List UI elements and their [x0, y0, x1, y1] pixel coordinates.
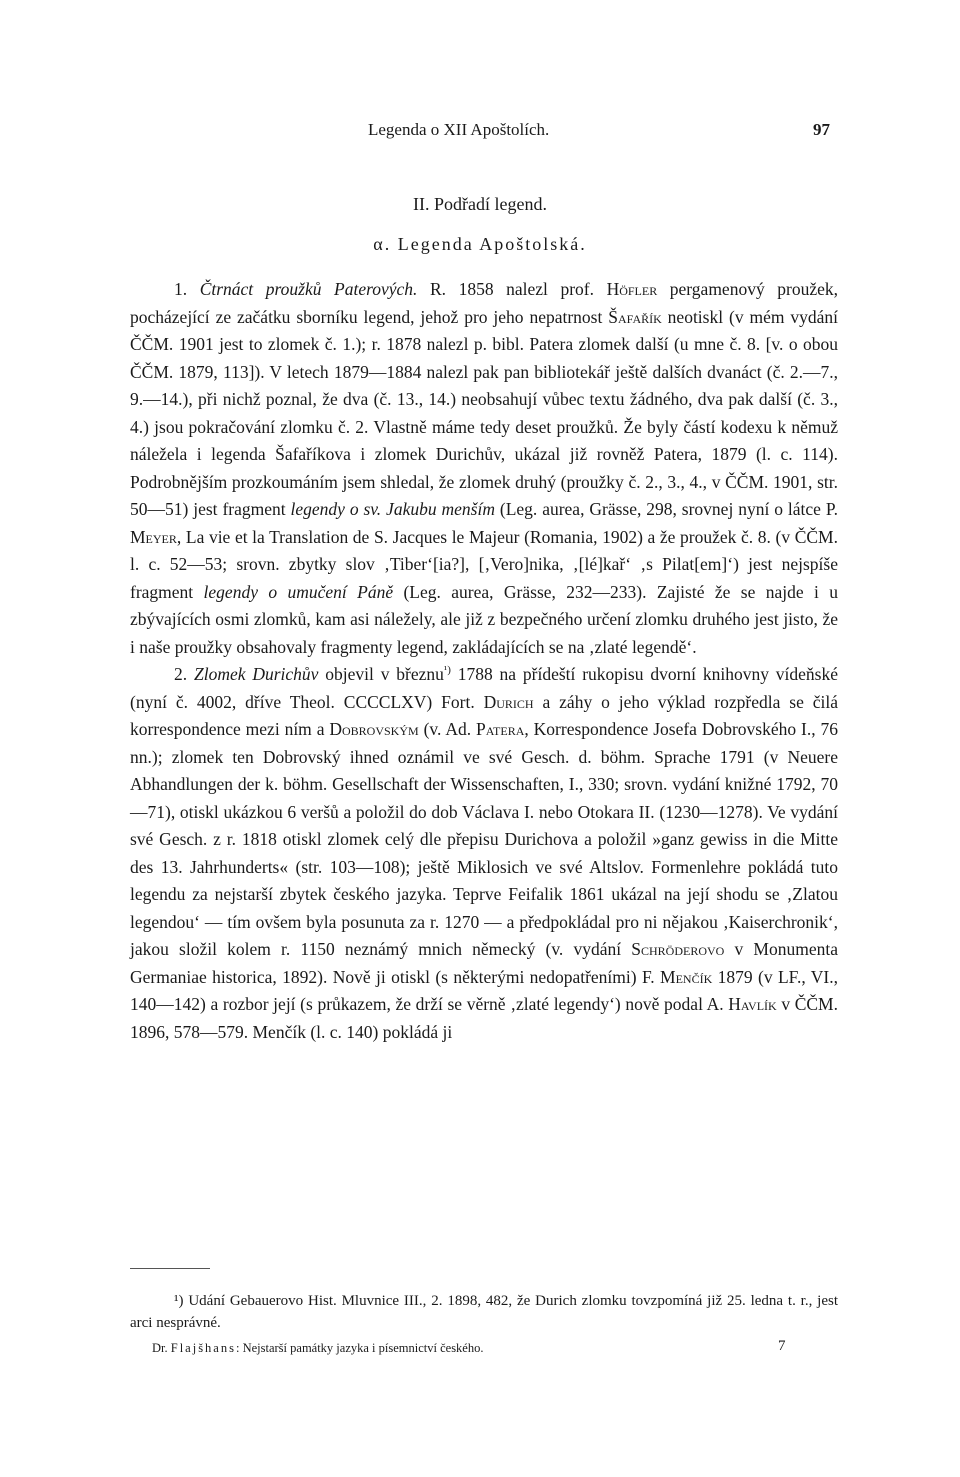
item-title: Čtrnáct proužků Paterových.: [199, 279, 418, 299]
person-name: Meyer: [130, 526, 177, 547]
text-run: , Korrespondence Josefa Dobrovského I., 76 nn.); zlomek ten Dobrovský ihned oznámil ve své Gesch. d. böhm. Sprache 1791 (v Neuere Abhandlungen der k. böhm. Gesellschaft der Wissenschaften, I., 330; srovn. vydání knižné 1792, 70—71), otiskl ukázkou 6 veršů a položil do dob Václava I. nebo Otokara II. (1230—1278). Ve vydání své Gesch. z r. 1818 otiskl zlomek celý dle přepisu Durichova a položil »ganz gewiss in die Mitte des 13. Jahrhunderts« (str. 103—108); ještě Miklosich ve své Altslov. Formenlehre pokládá tuto legendu za nejstarší zbytek českého jazyka. Teprve Feifalik 1861 ukázal na její shodu se ‚Zlatou legendou‘ — tím ovšem byla posunuta za r. 1270 — a předpokládal pro ni nějakou ‚Kaiserchronik‘, jakou složil kolem r. 1150 neznámý mnich německý (v. vydání: [130, 719, 838, 959]
footnote-divider: [130, 1268, 210, 1269]
item-title: Zlomek Durichův: [193, 664, 319, 684]
footnote-mark: ¹): [174, 1293, 184, 1309]
text-run: neotiskl (v mém vydání ČČM. 1901 jest to zlomek č. 1.); r. 1878 nalezl p. bibl. Patera zlomek další (u mne č. 8. [v. o obou ČČM. 1879, 113]). V letech 1879—1884 nalezl pak pan bibliotekář ještě dalších dvanáct (č. 2.—7., 9.—14.), při nichž poznal, že dva (č. 13., 14.) neobsahují vůbec textu žádného, dva pak další (č. 3., 4.) jsou pokračování zlomku č. 2. Vlastně máme tedy deset proužků. Že byly částí kodexu k němuž náležela i legenda Šafaříkova i zlomek Durichův, ukázal již rovněž Patera, 1879 (l. c. 114). Podrobnějším prozkoumáním jsem shledal, že zlomek druhý (proužky č. 2., 3., 4., v ČČM. 1901, str. 50—51) jest fragment: [130, 306, 838, 519]
text-run: , La vie et la Translation de S. Jacques le Majeur (Romania, 1902) a že proužek č. 8. (v ČČM. l. c. 52—53; srovn. zbytky slov ‚Tiber‘[ia?], [‚Vero]nika, ‚[lé]kař‘ ‚s Pilat[em]‘) jest nejspíše fragment: [130, 526, 838, 602]
italic-title: legendy o umučení Páně: [203, 581, 394, 602]
text-run: 1788 na přídeští rukopisu dvorní knihovny vídeňské (nyní č. 4002, dříve Theol. CCCCLXV) Fort.: [130, 664, 838, 712]
text-run: objevil v březnu: [318, 664, 444, 684]
person-name: Höfler: [606, 279, 658, 299]
text-run: pergamenový proužek, pocházející ze začátku sborníku legend, jehož pro jeho nepatrnost: [130, 279, 838, 327]
signature-mark: 7: [778, 1338, 786, 1354]
paragraph-fourteen-strips: [130, 276, 838, 661]
person-name: Durich: [483, 691, 534, 712]
text-run: 1879 (v LF., VI., 140—142) a rozbor její (s průkazem, že drží se věrně ‚zlaté legendy‘) nově podal A.: [130, 966, 838, 1014]
footnote-body: Udání Gebauerovo Hist. Mluvnice III., 2. 1898, 482, že Durich zlomku tovzpomíná již 25. ledna t. r., jest arci nesprávné.: [130, 1293, 838, 1331]
item-number: 2.: [174, 664, 194, 684]
footer-book-title: : Nejstarší památky jazyka i písemnictví českého.: [235, 1341, 484, 1355]
footnote-reference[interactable]: ¹): [443, 664, 451, 677]
subsection-heading: α. Legenda Apoštolská.: [373, 234, 587, 254]
italic-title: legendy o sv. Jakubu menším: [290, 499, 495, 519]
text-run: R. 1858 nalezl prof.: [417, 279, 607, 299]
main-text: [130, 276, 838, 1046]
section-heading: II. Podřadí legend.: [413, 194, 547, 214]
footnote-text: [130, 1290, 838, 1334]
text-run: (Leg. aurea, Grässe, 298, srovnej nyní o látce P.: [494, 499, 838, 519]
text-run: (Leg. aurea, Grässe, 232—233). Zajisté že se najde i u zbývajících osmi zlomků, kam asi náležely, ale již z bezpečného určení zlomku druhého jest jisto, že i naše proužky obsahovaly fragmenty legend, zakládajících se na ‚zlaté legendě‘.: [130, 581, 838, 657]
person-name: Schröderovo: [631, 939, 725, 959]
person-name: Patera: [475, 719, 525, 739]
page-number: 97: [813, 120, 830, 139]
footer-author: Flajšhans: [170, 1341, 236, 1355]
text-run: v ČČM. 1896, 578—579. Menčík (l. c. 140) pokládá ji: [130, 994, 838, 1042]
paragraph-durich-fragment: [130, 661, 838, 1046]
text-run: (v. Ad.: [418, 719, 476, 739]
item-number: 1.: [174, 279, 200, 299]
printer-signature-line: [152, 1339, 483, 1357]
person-name: Menčík: [660, 966, 713, 987]
text-run: a záhy o jeho výklad rozpředla se čilá korrespondence mezi ním a: [130, 691, 838, 739]
text-run: v Monumenta Germaniae historica, 1892). Nově ji otiskl (s některými nedopatřeními) F.: [130, 939, 838, 987]
person-name: Dobrovským: [329, 719, 419, 739]
footer-prefix: Dr.: [152, 1341, 171, 1355]
footnote: [130, 1290, 838, 1334]
person-name: Šafařík: [608, 306, 662, 327]
running-head-title: Legenda o XII Apoštolích.: [368, 120, 550, 139]
person-name: Havlík: [728, 994, 777, 1014]
